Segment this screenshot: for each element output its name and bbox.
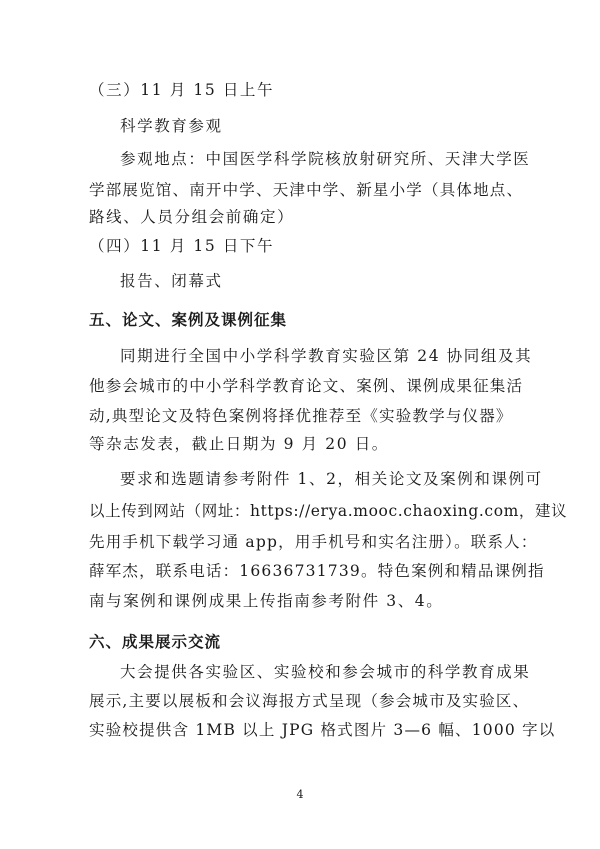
paragraph-line-website: 以上传到网站（网址：https://erya.mooc.chaoxing.com，建议 — [89, 502, 568, 520]
paragraph-line: 他参会城市的中小学科学教育论文、案例、课例成果征集活 — [89, 377, 524, 395]
activity-title-science-visit: 科学教育参观 — [120, 117, 223, 135]
paragraph-line: 路线、人员分组会前确定） — [89, 208, 295, 226]
paragraph-line-contact: 薛军杰，联系电话：16636731739。特色案例和精品课例指 — [89, 562, 545, 580]
section-heading-papers-cases: 五、论文、案例及课例征集 — [89, 311, 288, 329]
page-number: 4 — [296, 788, 304, 801]
paragraph-line: 展示,主要以展板和会议海报方式呈现（参会城市及实验区、 — [89, 692, 530, 710]
paragraph-line: 大会提供各实验区、实验校和参会城市的科学教育成果 — [120, 663, 531, 681]
paragraph-line: 实验校提供含 1MB 以上 JPG 格式图片 3—6 幅、1000 字以 — [89, 721, 556, 739]
subsection-heading-nov15-afternoon: （四）11 月 15 日下午 — [89, 237, 275, 255]
subsection-heading-nov15-morning: （三）11 月 15 日上午 — [89, 81, 275, 99]
paragraph-line: 南与案例和课例成果上传指南参考附件 3、4。 — [89, 592, 444, 610]
paragraph-line: 等杂志发表，截止日期为 9 月 20 日。 — [89, 435, 389, 453]
activity-title-closing: 报告、闭幕式 — [120, 272, 223, 290]
paragraph-line: 要求和选题请参考附件 1、2，相关论文及案例和课例可 — [120, 470, 543, 488]
section-heading-results-exhibition: 六、成果展示交流 — [89, 633, 222, 651]
paragraph-line: 同期进行全国中小学科学教育实验区第 24 协同组及其 — [120, 347, 533, 365]
paragraph-line: 动,典型论文及特色案例将择优推荐至《实验教学与仪器》 — [89, 407, 513, 425]
paragraph-line: 学部展览馆、南开中学、天津中学、新星小学（具体地点、 — [89, 181, 524, 199]
paragraph-line: 先用手机下载学习通 app，用手机号和实名注册）。联系人： — [89, 533, 538, 551]
paragraph-line: 参观地点：中国医学科学院核放射研究所、天津大学医 — [120, 150, 531, 168]
